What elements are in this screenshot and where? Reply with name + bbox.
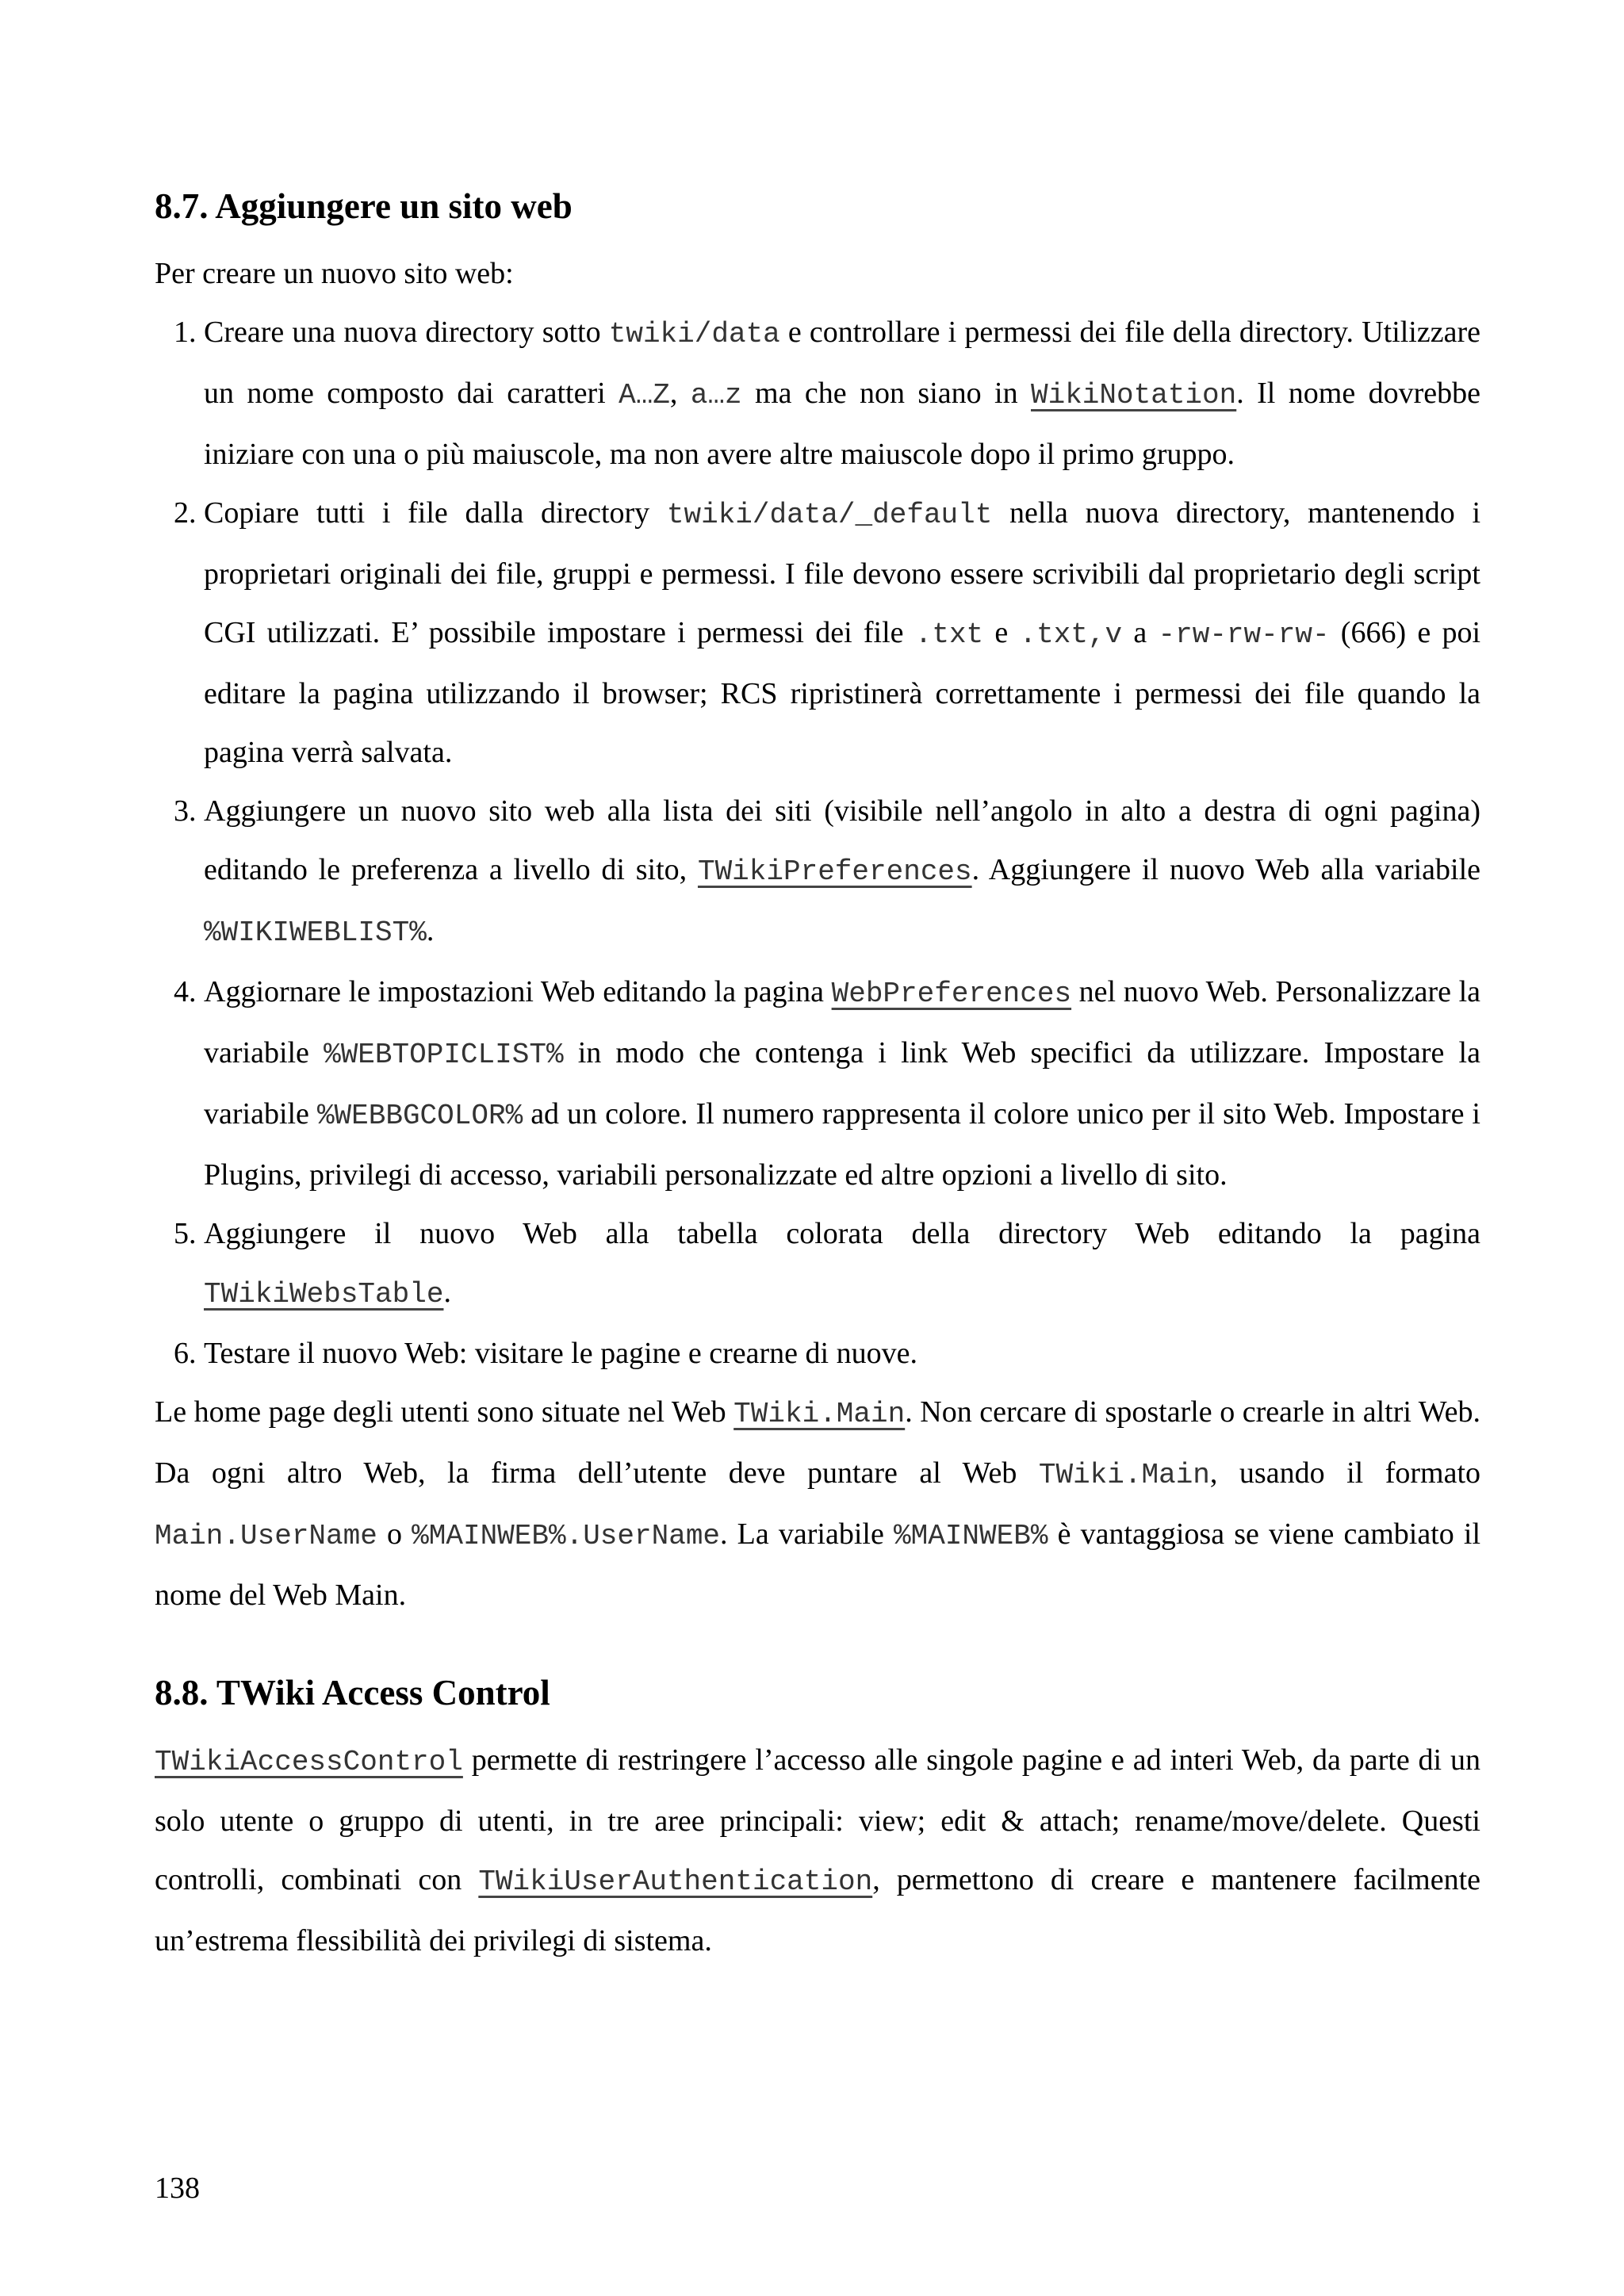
link-twikiuserauthentication[interactable]: TWikiUserAuthentication (478, 1866, 873, 1898)
link-wikinotation[interactable]: WikiNotation (1030, 379, 1237, 411)
home-pages-paragraph: Le home page degli utenti sono situate nel Web TWiki.Main. Non cercare di spostarle o crearle in altri Web. Da ogni altro Web, la firma dell’utente deve puntare al Web TWiki.Main, usando il formato Main.UserName o %MAINWEB%.UserName. La variabile %MAINWEB% è vantaggiosa se viene cambiato il nome del Web Main. (155, 1395, 1480, 1612)
link-twiki-main[interactable]: TWiki.Main (733, 1398, 906, 1430)
page-content (155, 182, 1480, 1970)
access-control-paragraph: TWikiAccessControl permette di restringere l’accesso alle singole pagine e ad interi Web, da parte di un solo utente o gruppo di utenti, in tre aree principali: view; edit & attach; rename/move/delete. Questi controlli, combinati con TWikiUserAuthentication, permettono di creare e mantenere facilmente un’estrema flessibilità dei privilegi di sistema. (155, 1743, 1480, 1957)
link-twikiaccesscontrol[interactable]: TWikiAccessControl (155, 1746, 463, 1778)
section-intro: Per creare un nuovo sito web: (155, 257, 514, 290)
section-title-8-7: 8.7. Aggiungere un sito web (155, 186, 573, 226)
step-6: 6. Testare il nuovo Web: visitare le pagine e crearne di nuove. (204, 1324, 1480, 1383)
link-webpreferences[interactable]: WebPreferences (831, 978, 1072, 1010)
step-2: 2. Copiare tutti i file dalla directory twiki/data/_default nella nuova directory, mantenendo i proprietari originali dei file, gruppi e permessi. I file devono essere scrivibili dal proprietario degli script CGI utilizzati. E’ possibile impostare i permessi dei file .txt e .txt,v a -rw-rw-rw- (666) e poi editare la pagina utilizzando il browser; RCS ripristinerà correttamente i permessi dei file quando la pagina verrà salvata. (204, 484, 1480, 782)
step-5: 5. Aggiungere il nuovo Web alla tabella colorata della directory Web editando la pagina TWikiWebsTable. (204, 1204, 1480, 1324)
page-number: 138 (155, 2172, 200, 2205)
step-3: 3. Aggiungere un nuovo sito web alla lista dei siti (visibile nell’angolo in alto a destra di ogni pagina) editando le preferenza a livello di sito, TWikiPreferences. Aggiungere il nuovo Web alla variabile %WIKIWEBLIST%. (204, 782, 1480, 962)
step-4: 4. Aggiornare le impostazioni Web editando la pagina WebPreferences nel nuovo Web. Personalizzare la variabile %WEBTOPICLIST% in modo che contenga i link Web specifici da utilizzare. Impostare la variabile %WEBBGCOLOR% ad un colore. Il numero rappresenta il colore unico per il sito Web. Impostare i Plugins, privilegi di accesso, variabili personalizzate ed altre opzioni a livello di sito. (204, 962, 1480, 1204)
step-1: 1. Creare una nuova directory sotto twiki/data e controllare i permessi dei file della directory. Utilizzare un nome composto dai caratteri A…Z, a…z ma che non siano in WikiNotation. Il nome dovrebbe iniziare con una o più maiuscole, ma non avere altre maiuscole dopo il primo gruppo. (204, 303, 1480, 484)
link-twikiwebstable[interactable]: TWikiWebsTable (204, 1278, 444, 1311)
link-twikipreferences[interactable]: TWikiPreferences (697, 855, 972, 888)
steps-list (155, 303, 1480, 1383)
section-title-8-8: 8.8. TWiki Access Control (155, 1673, 550, 1712)
